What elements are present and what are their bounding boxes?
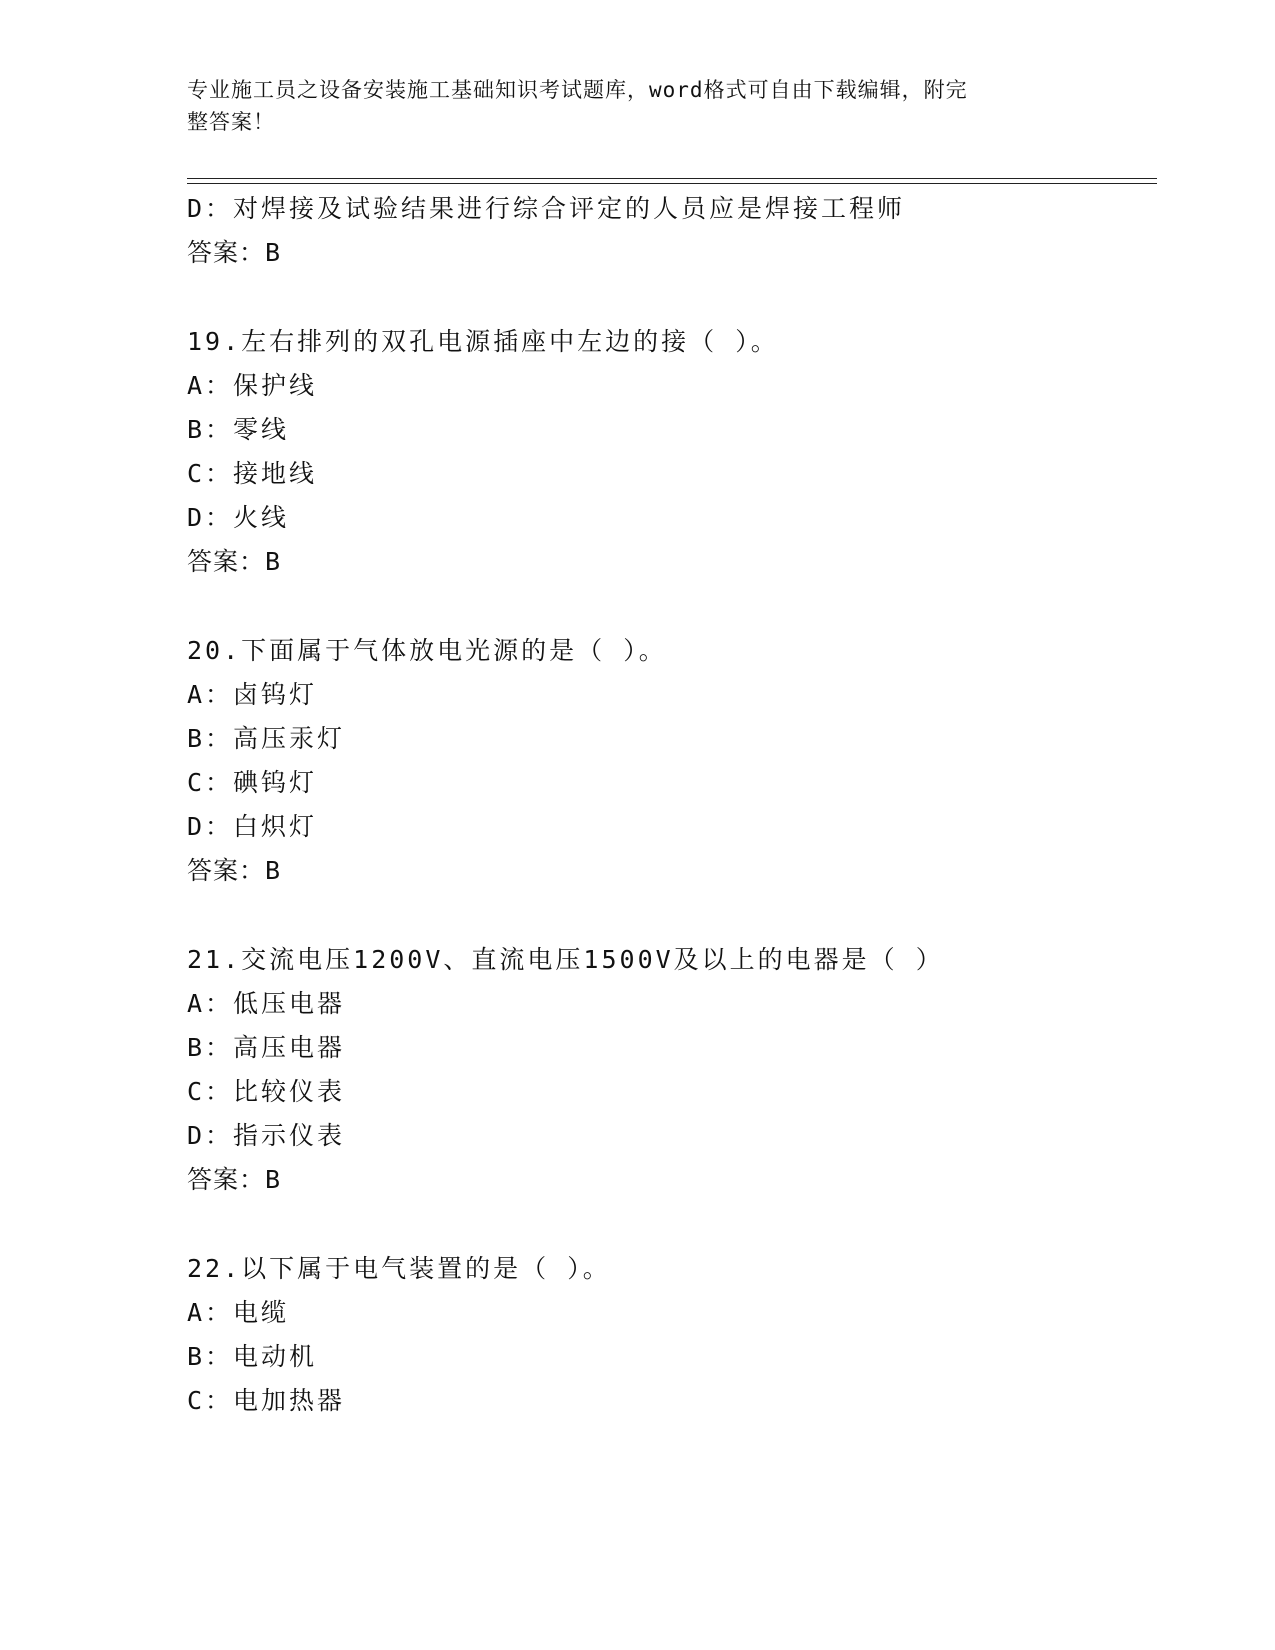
q19-option-a: A：保护线 <box>187 371 318 400</box>
header-line-2: 整答案！ <box>187 110 275 134</box>
header-divider-top <box>187 178 1157 179</box>
q21-option-b: B：高压电器 <box>187 1033 346 1062</box>
q19-answer: 答案：B <box>187 547 282 576</box>
header-divider-bottom <box>187 183 1157 184</box>
q22-option-b: B：电动机 <box>187 1342 318 1371</box>
q20-option-b: B：高压汞灯 <box>187 724 346 753</box>
q22-option-a: A：电缆 <box>187 1298 290 1327</box>
question-19: 19.左右排列的双孔电源插座中左边的接（ ）。 <box>187 327 779 356</box>
q21-answer: 答案：B <box>187 1165 282 1194</box>
document-header <box>187 74 1077 138</box>
prev-option-d: D：对焊接及试验结果进行综合评定的人员应是焊接工程师 <box>187 194 906 223</box>
header-line-1: 专业施工员之设备安装施工基础知识考试题库，word格式可自由下载编辑，附完 <box>187 78 968 102</box>
q20-answer: 答案：B <box>187 856 282 885</box>
q21-option-c: C：比较仪表 <box>187 1077 346 1106</box>
q19-option-b: B：零线 <box>187 415 290 444</box>
q20-option-a: A：卤钨灯 <box>187 680 318 709</box>
question-21: 21.交流电压1200V、直流电压1500V及以上的电器是（ ） <box>187 945 944 974</box>
prev-answer: 答案：B <box>187 238 282 267</box>
q20-option-c: C：碘钨灯 <box>187 768 318 797</box>
q19-option-d: D：火线 <box>187 503 290 532</box>
question-22: 22.以下属于电气装置的是（ ）。 <box>187 1254 611 1283</box>
q20-option-d: D：白炽灯 <box>187 812 318 841</box>
question-20: 20.下面属于气体放电光源的是（ ）。 <box>187 636 667 665</box>
q21-option-d: D：指示仪表 <box>187 1121 346 1150</box>
q19-option-c: C：接地线 <box>187 459 318 488</box>
q21-option-a: A：低压电器 <box>187 989 346 1018</box>
q22-option-c: C：电加热器 <box>187 1386 346 1415</box>
